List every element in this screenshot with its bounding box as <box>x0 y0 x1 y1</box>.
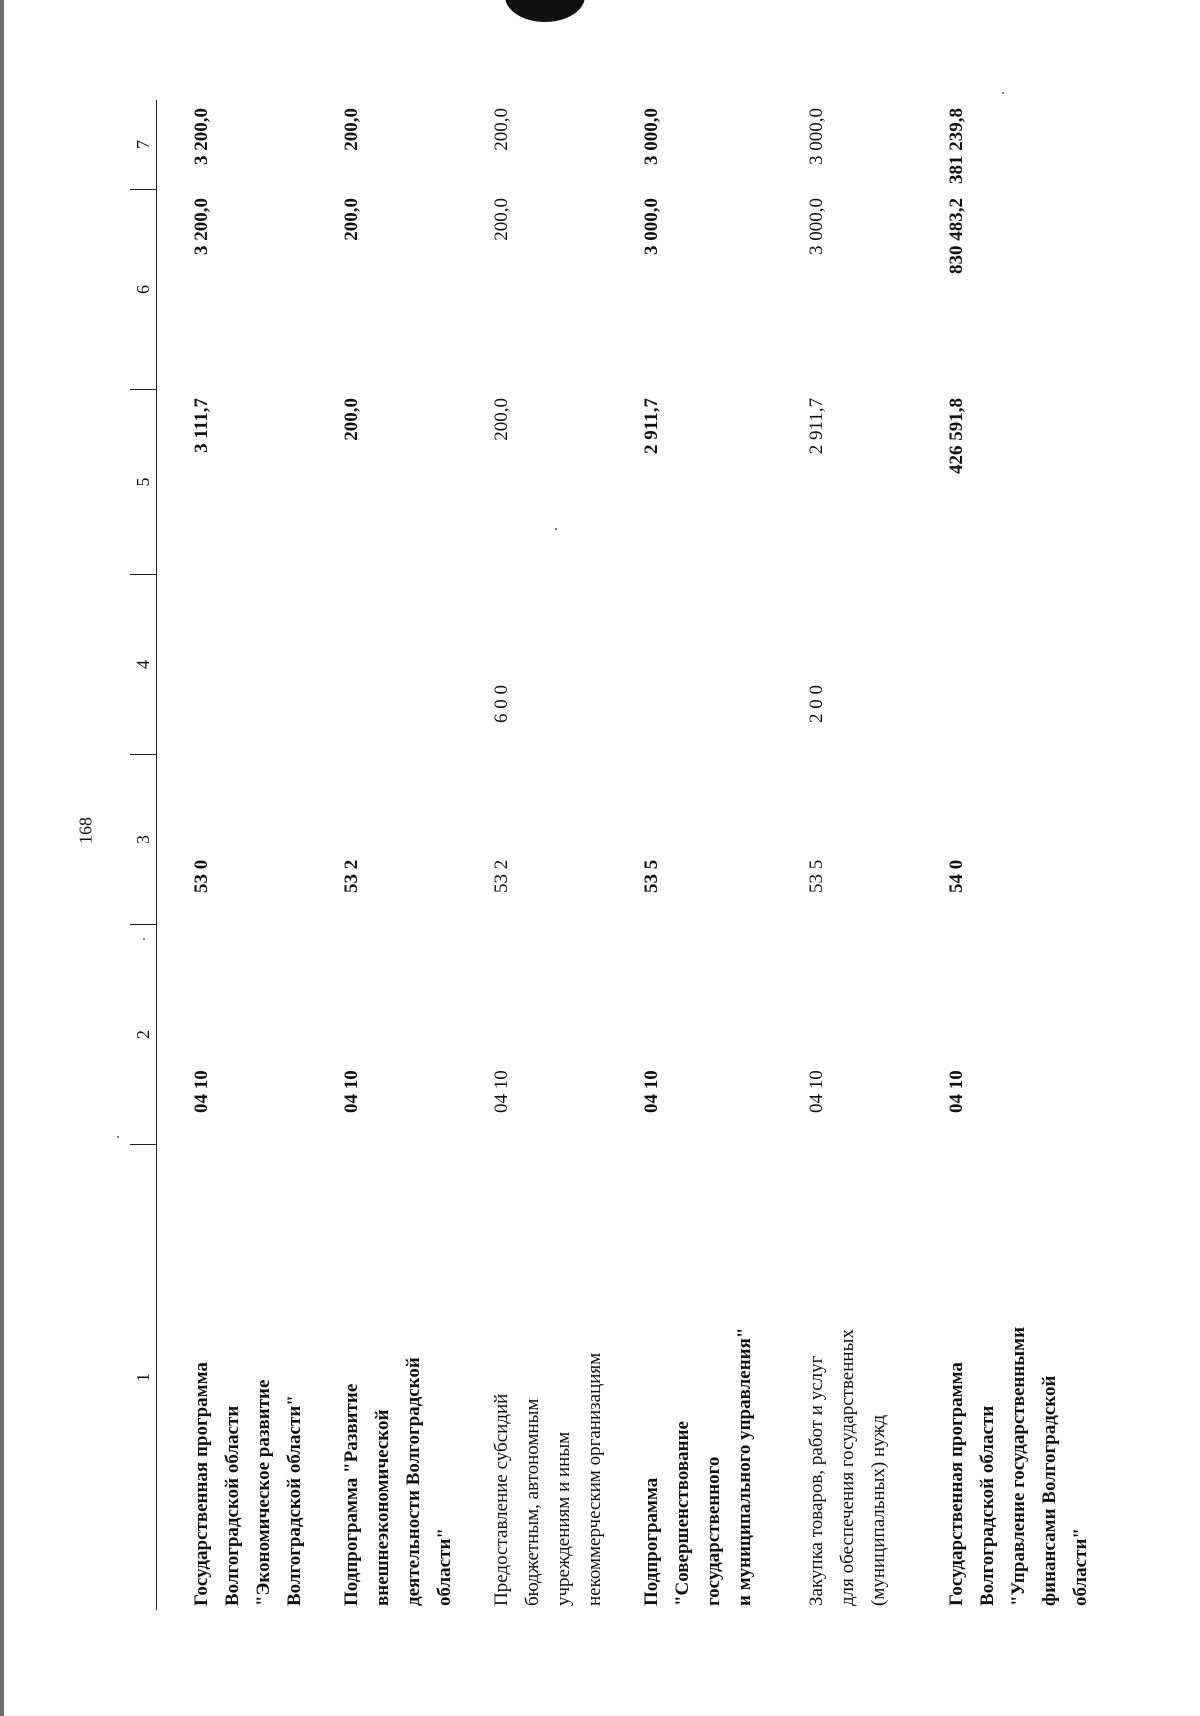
row-name-line: финансами Волгоградской <box>1039 1375 1060 1606</box>
amount-col-6: 3 000,0 <box>641 198 662 255</box>
amount-col-6: 200,0 <box>491 198 512 241</box>
amount-col-5: 426 591,8 <box>946 398 967 474</box>
scan-edge <box>0 0 4 1716</box>
amount-col-6: 830 483,2 <box>946 198 967 274</box>
row-name-line: и муниципального управления" <box>734 1327 755 1606</box>
row-name-line: Волгоградской области" <box>284 1395 305 1606</box>
row-name-line: Подпрограмма "Развитие <box>341 1383 362 1606</box>
table-header-row <box>130 100 157 1610</box>
row-name-line: Волгоградской области <box>222 1405 243 1606</box>
row-name-line: для обеспечения государственных <box>837 1329 858 1606</box>
scan-artifact <box>505 0 585 22</box>
expense-code <box>156 575 310 755</box>
row-name-line: "Экономическое развитие <box>253 1379 274 1606</box>
row-name-line: "Совершенствование <box>672 1421 693 1606</box>
table-row <box>771 100 911 1610</box>
row-name-line: Государственная программа <box>946 1362 967 1606</box>
target-code: 53 2 <box>341 859 362 893</box>
row-name-line: "Управление государственными <box>1008 1326 1029 1606</box>
row-name-line: Подпрограмма <box>641 1477 662 1606</box>
expense-code: 2 0 0 <box>806 685 827 723</box>
section-code: 04 10 <box>946 1070 967 1113</box>
row-name-line: (муниципальных) нужд <box>868 1414 889 1606</box>
header-col-5: 5 <box>130 390 157 575</box>
target-code: 53 2 <box>491 859 512 893</box>
table-row <box>156 100 306 1610</box>
table-row <box>306 100 456 1610</box>
row-name <box>156 1145 310 1610</box>
expense-code: 6 0 0 <box>491 685 512 723</box>
scan-speck <box>1002 92 1004 94</box>
target-code: 53 5 <box>641 859 662 893</box>
table-row <box>911 100 1111 1610</box>
expense-code <box>606 575 771 755</box>
page-number: 168 <box>75 817 96 844</box>
header-col-7: 7 <box>130 100 157 190</box>
row-name-line: Государственная программа <box>191 1362 212 1606</box>
row-name <box>456 1145 610 1610</box>
amount-col-7: 200,0 <box>491 108 512 151</box>
amount-col-7: 200,0 <box>341 108 362 151</box>
row-name <box>306 1145 460 1610</box>
row-name <box>911 1145 1111 1610</box>
target-code: 54 0 <box>946 859 967 893</box>
target-code: 53 0 <box>191 859 212 893</box>
row-name-line: Закупка товаров, работ и услуг <box>806 1355 827 1606</box>
header-col-2: 2 <box>130 925 157 1145</box>
amount-col-5: 200,0 <box>341 398 362 441</box>
target-code: 53 5 <box>806 859 827 893</box>
header-col-4: 4 <box>130 575 157 755</box>
section-code: 04 10 <box>641 1070 662 1113</box>
amount-col-5: 3 111,7 <box>191 398 212 453</box>
amount-col-7: 3 200,0 <box>191 108 212 165</box>
section-code: 04 10 <box>191 1070 212 1113</box>
row-name-line: бюджетным, автономным <box>522 1398 543 1606</box>
expense-code <box>306 575 460 755</box>
scan-speck <box>117 1136 119 1138</box>
section-code: 04 10 <box>341 1070 362 1113</box>
row-name-line: некоммерческим организациям <box>584 1352 605 1606</box>
row-name <box>771 1145 911 1610</box>
row-name <box>606 1145 771 1610</box>
table-row <box>606 100 771 1610</box>
table-row <box>456 100 606 1610</box>
expense-code <box>911 575 1111 755</box>
amount-col-7: 381 239,8 <box>946 108 967 184</box>
amount-col-5: 2 911,7 <box>806 398 827 455</box>
row-name-line: Предоставление субсидий <box>491 1393 512 1606</box>
section-code: 04 10 <box>806 1070 827 1113</box>
amount-col-5: 2 911,7 <box>641 398 662 454</box>
row-name-line: Волгоградской области <box>977 1405 998 1606</box>
row-name-line: области" <box>1070 1528 1091 1606</box>
amount-col-6: 3 000,0 <box>806 198 827 255</box>
budget-table <box>130 100 1200 1610</box>
table-body <box>156 100 1111 1610</box>
row-name-line: учреждениям и иным <box>553 1431 574 1606</box>
header-col-1: 1 <box>130 1145 157 1610</box>
section-code: 04 10 <box>491 1070 512 1113</box>
header-col-3: 3 <box>130 755 157 925</box>
row-name-line: внешнеэкономической <box>372 1409 393 1606</box>
header-col-6: 6 <box>130 190 157 390</box>
amount-col-7: 3 000,0 <box>641 108 662 165</box>
amount-col-6: 200,0 <box>341 198 362 241</box>
amount-col-7: 3 000,0 <box>806 108 827 165</box>
row-name-line: государственного <box>703 1456 724 1606</box>
row-name-line: деятельности Волгоградской <box>403 1357 424 1606</box>
amount-col-6: 3 200,0 <box>191 198 212 255</box>
row-name-line: области" <box>434 1528 455 1606</box>
amount-col-5: 200,0 <box>491 398 512 441</box>
